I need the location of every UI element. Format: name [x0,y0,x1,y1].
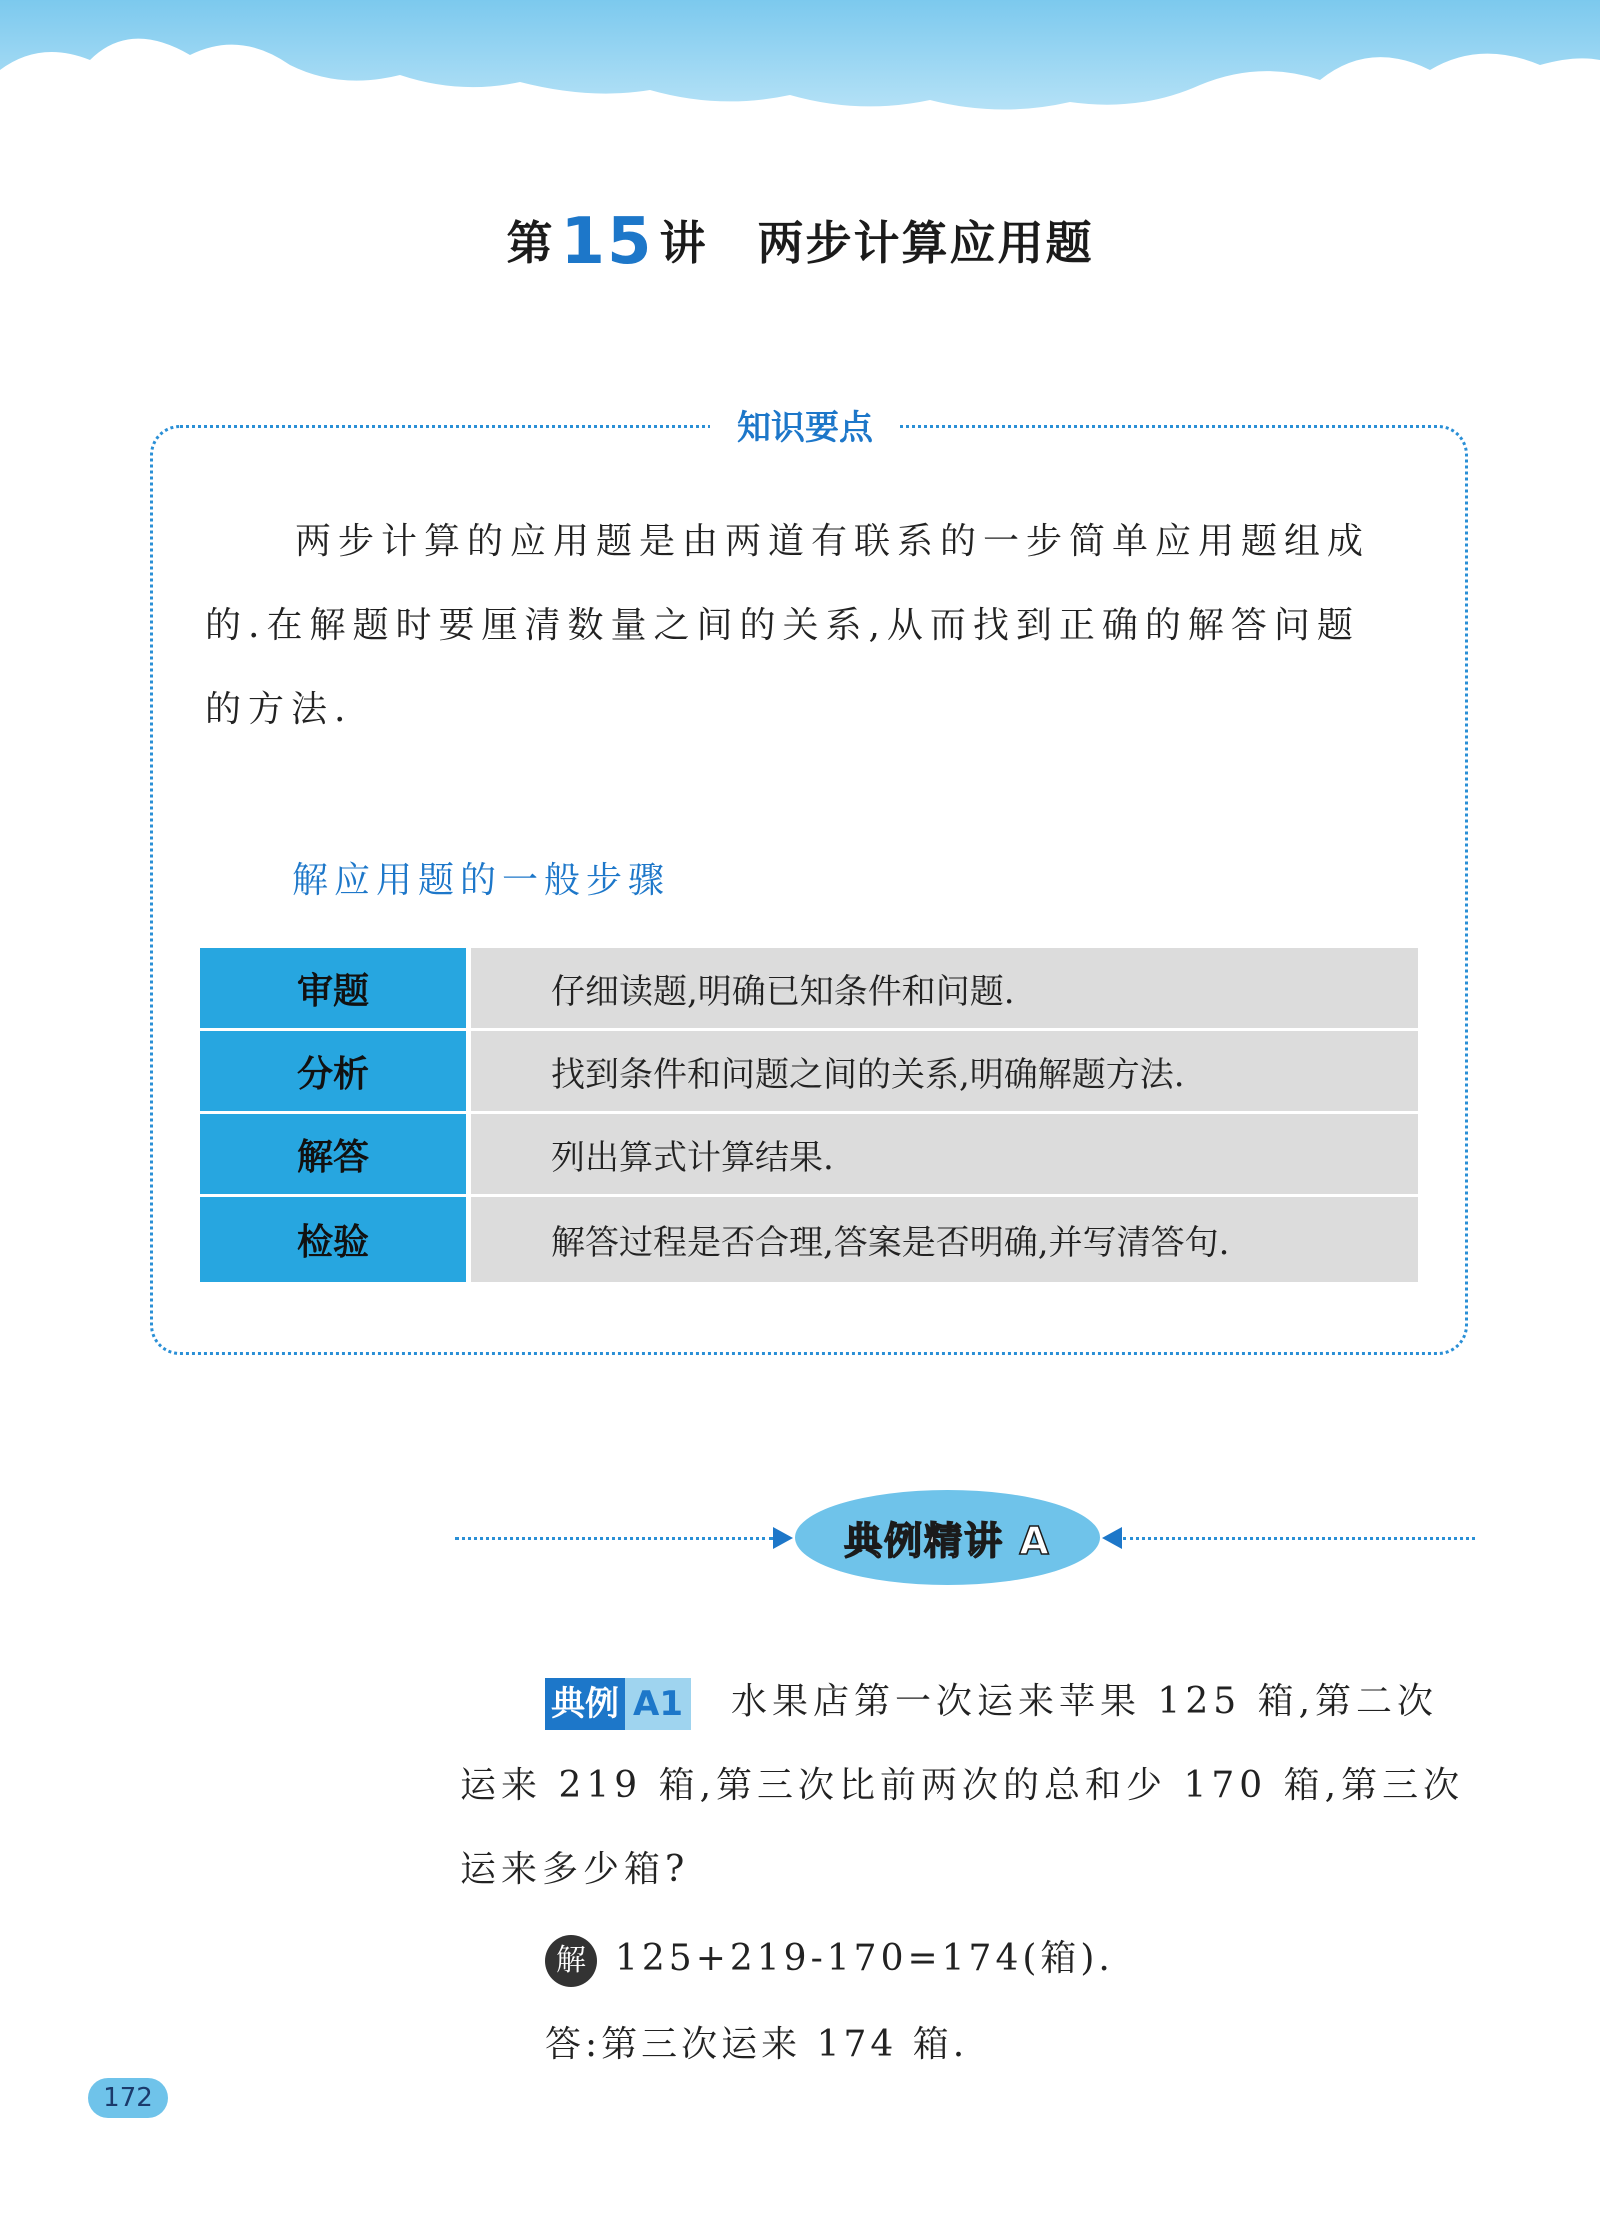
banner-pill [795,1490,1100,1585]
lecture-prefix: 第 [506,216,555,270]
step-label: 审题 [200,948,466,1028]
steps-table [200,948,1418,1285]
example-banner [455,1485,1475,1590]
knowledge-paragraph [205,500,1435,752]
solution-equation: 125+219-170=174(箱). [615,1938,1114,1979]
knowledge-heading: 知识要点 [710,403,900,453]
solution-answer: 答:第三次运来 174 箱. [545,2024,969,2065]
step-text: 仔细读题,明确已知条件和问题. [471,948,1418,1028]
problem-line: 运来多少箱? [460,1849,690,1890]
step-row [200,1031,1418,1111]
arrow-right-icon [773,1527,793,1549]
step-text: 找到条件和问题之间的关系,明确解题方法. [471,1031,1418,1111]
step-row [200,948,1418,1028]
lecture-number: 15 [560,205,654,279]
lecture-suffix: 讲 [659,216,708,270]
step-text: 列出算式计算结果. [471,1114,1418,1194]
knowledge-line: 两步计算的应用题是由两道有联系的一步简单应用题组成 [295,521,1371,562]
arrow-left-icon [1102,1527,1122,1549]
step-label: 分析 [200,1031,466,1111]
step-row [200,1114,1418,1194]
banner-dotted-line-left [455,1537,773,1540]
step-label: 检验 [200,1197,466,1282]
banner-dotted-line-right [1123,1537,1475,1540]
page-title [0,205,1600,279]
example-tag [545,1678,691,1730]
step-text: 解答过程是否合理,答案是否明确,并写清答句. [471,1197,1418,1282]
step-label: 解答 [200,1114,466,1194]
page-number: 172 [88,2078,168,2118]
example-solution [545,1916,1114,2088]
sky-cloud-banner [0,0,1600,130]
problem-line: 水果店第一次运来苹果 125 箱,第二次 [730,1681,1439,1722]
problem-line: 运来 219 箱,第三次比前两次的总和少 170 箱,第三次 [460,1765,1465,1806]
example-tag-id: A1 [625,1678,691,1730]
example-tag-label: 典例 [545,1678,625,1730]
knowledge-line: 的方法. [205,689,353,730]
step-row [200,1197,1418,1282]
solution-badge: 解 [545,1935,597,1987]
banner-label: 典例精讲 A [844,1519,1051,1563]
knowledge-line: 的.在解题时要厘清数量之间的关系,从而找到正确的解答问题 [205,605,1360,646]
lecture-title: 两步计算应用题 [757,216,1094,270]
example-problem [460,1660,1480,1912]
steps-title: 解应用题的一般步骤 [292,860,671,901]
